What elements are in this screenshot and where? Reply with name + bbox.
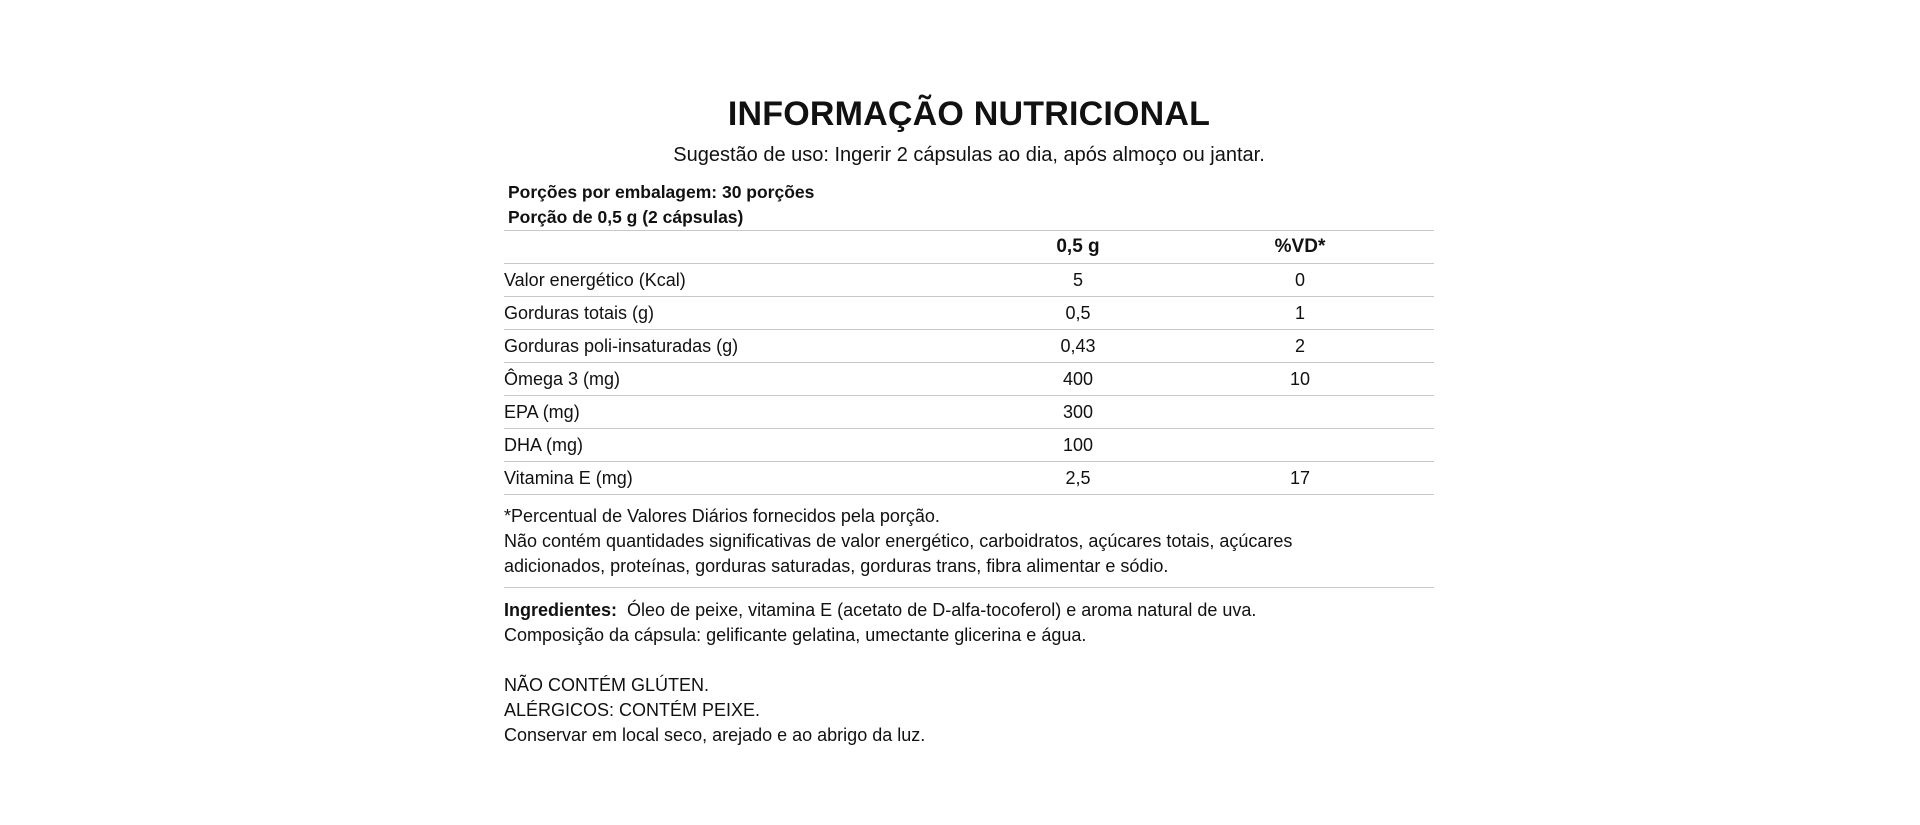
table-row bbox=[504, 396, 1434, 429]
nutrient-name: Vitamina E (mg) bbox=[504, 462, 990, 495]
nutrient-quantity: 100 bbox=[990, 429, 1166, 462]
nutrient-name: Ômega 3 (mg) bbox=[504, 363, 990, 396]
warnings-section bbox=[504, 673, 1434, 748]
gluten-warning: NÃO CONTÉM GLÚTEN. bbox=[504, 675, 710, 695]
nutrient-name: Gorduras totais (g) bbox=[504, 297, 990, 330]
ingredients-line bbox=[504, 598, 1434, 623]
nutrient-quantity: 400 bbox=[990, 363, 1166, 396]
nutrient-daily-value: 0 bbox=[1166, 264, 1434, 297]
table-row bbox=[504, 297, 1434, 330]
nutrient-quantity: 0,5 bbox=[990, 297, 1166, 330]
nutrient-daily-value: 17 bbox=[1166, 462, 1434, 495]
nutrient-name: DHA (mg) bbox=[504, 429, 990, 462]
nutrient-name: Gorduras poli-insaturadas (g) bbox=[504, 330, 990, 363]
table-row bbox=[504, 462, 1434, 495]
daily-value-footnote: *Percentual de Valores Diários fornecidos pela porção. bbox=[504, 506, 940, 526]
ingredients-section bbox=[504, 598, 1434, 648]
nutrient-daily-value bbox=[1166, 429, 1434, 462]
portions-info bbox=[504, 180, 1434, 230]
nutrient-name: Valor energético (Kcal) bbox=[504, 264, 990, 297]
page-title: INFORMAÇÃO NUTRICIONAL bbox=[727, 95, 1211, 133]
header-nutrient bbox=[504, 231, 990, 264]
table-row bbox=[504, 264, 1434, 297]
portions-per-package: Porções por embalagem: 30 porções bbox=[508, 182, 815, 202]
allergen-warning: ALÉRGICOS: CONTÉM PEIXE. bbox=[504, 700, 761, 720]
section-divider bbox=[504, 587, 1434, 588]
table-row bbox=[504, 429, 1434, 462]
header-daily-value: %VD* bbox=[1166, 231, 1434, 264]
nutrition-label bbox=[504, 92, 1434, 748]
nutrient-daily-value: 2 bbox=[1166, 330, 1434, 363]
table-header-row bbox=[504, 231, 1434, 264]
nutrient-daily-value bbox=[1166, 396, 1434, 429]
nutrition-table bbox=[504, 230, 1434, 495]
not-significant-note-line-1: Não contém quantidades significativas de valor energético, carboidratos, açúcares totais, açúcares bbox=[504, 531, 1293, 551]
capsule-composition: Composição da cápsula: gelificante gelatina, umectante glicerina e água. bbox=[504, 625, 1087, 645]
portion-size: Porção de 0,5 g (2 cápsulas) bbox=[508, 207, 744, 227]
table-notes bbox=[504, 504, 1434, 579]
nutrient-name: EPA (mg) bbox=[504, 396, 990, 429]
usage-suggestion: Sugestão de uso: Ingerir 2 cápsulas ao dia, após almoço ou jantar. bbox=[673, 144, 1265, 166]
nutrient-quantity: 300 bbox=[990, 396, 1166, 429]
storage-instructions: Conservar em local seco, arejado e ao abrigo da luz. bbox=[504, 725, 926, 745]
nutrient-daily-value: 10 bbox=[1166, 363, 1434, 396]
not-significant-note-line-2: adicionados, proteínas, gorduras saturadas, gorduras trans, fibra alimentar e sódio. bbox=[504, 556, 1169, 576]
table-row bbox=[504, 363, 1434, 396]
nutrient-daily-value: 1 bbox=[1166, 297, 1434, 330]
header-quantity: 0,5 g bbox=[990, 231, 1166, 264]
ingredients-text: Óleo de peixe, vitamina E (acetato de D-alfa-tocoferol) e aroma natural de uva. bbox=[627, 600, 1257, 620]
ingredients-label: Ingredientes: bbox=[504, 600, 618, 620]
nutrient-quantity: 0,43 bbox=[990, 330, 1166, 363]
nutrient-quantity: 5 bbox=[990, 264, 1166, 297]
table-row bbox=[504, 330, 1434, 363]
nutrient-quantity: 2,5 bbox=[990, 462, 1166, 495]
